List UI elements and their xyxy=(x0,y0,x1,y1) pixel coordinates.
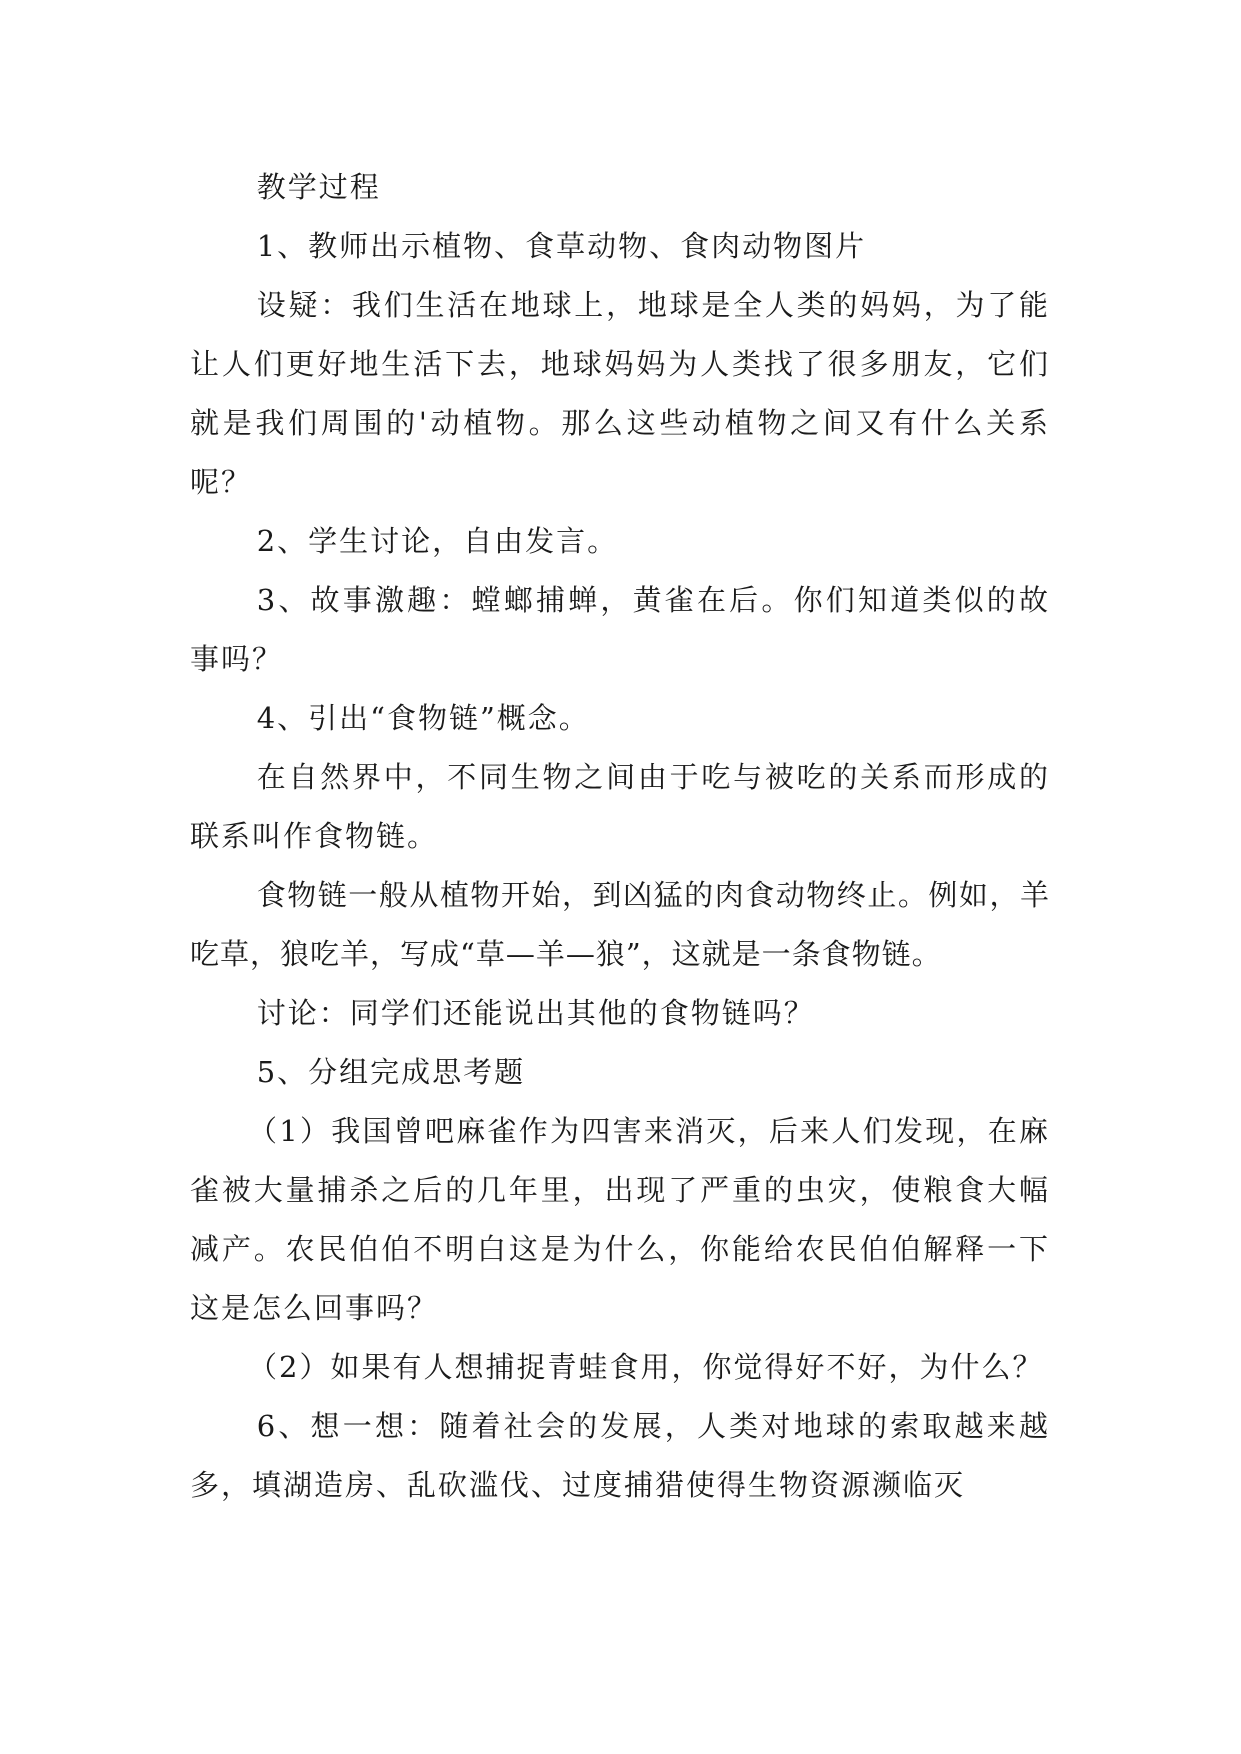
step-3-paragraph: 3、故事激趣：螳螂捕蝉，黄雀在后。你们知道类似的故事吗？ xyxy=(190,583,1050,676)
step-2-paragraph: 2、学生讨论，自由发言。 xyxy=(256,524,619,558)
definition-paragraph: 在自然界中，不同生物之间由于吃与被吃的关系而形成的联系叫作食物链。 xyxy=(190,760,1050,853)
step-5-paragraph: 5、分组完成思考题 xyxy=(256,1055,526,1089)
setup-question-paragraph: 设疑：我们生活在地球上，地球是全人类的妈妈，为了能让人们更好地生活下去，地球妈妈为人类找了很多朋友，它们就是我们周围的'动植物。那么这些动植物之间又有什么关系呢？ xyxy=(190,288,1050,499)
question-2-paragraph: （2）如果有人想捕捉青蛙食用，你觉得好不好，为什么？ xyxy=(248,1350,1044,1384)
step-4-paragraph: 4、引出“食物链”概念。 xyxy=(256,701,590,735)
example-paragraph: 食物链一般从植物开始，到凶猛的肉食动物终止。例如，羊吃草，狼吃羊，写成“草—羊—狼”，这就是一条食物链。 xyxy=(190,878,1050,971)
step-6-paragraph: 6、想一想：随着社会的发展，人类对地球的索取越来越多，填湖造房、乱砍滥伐、过度捕猎使得生物资源濒临灭 xyxy=(190,1409,1050,1502)
section-heading: 教学过程 xyxy=(256,170,381,204)
step-1-paragraph: 1、教师出示植物、食草动物、食肉动物图片 xyxy=(256,229,867,263)
discussion-paragraph: 讨论：同学们还能说出其他的食物链吗？ xyxy=(256,996,815,1030)
document-body xyxy=(190,158,1050,1515)
question-1-paragraph: （1）我国曾吧麻雀作为四害来消灭，后来人们发现，在麻雀被大量捕杀之后的几年里，出现了严重的虫灾，使粮食大幅减产。农民伯伯不明白这是为什么，你能给农民伯伯解释一下这是怎么回事吗？ xyxy=(190,1114,1050,1325)
